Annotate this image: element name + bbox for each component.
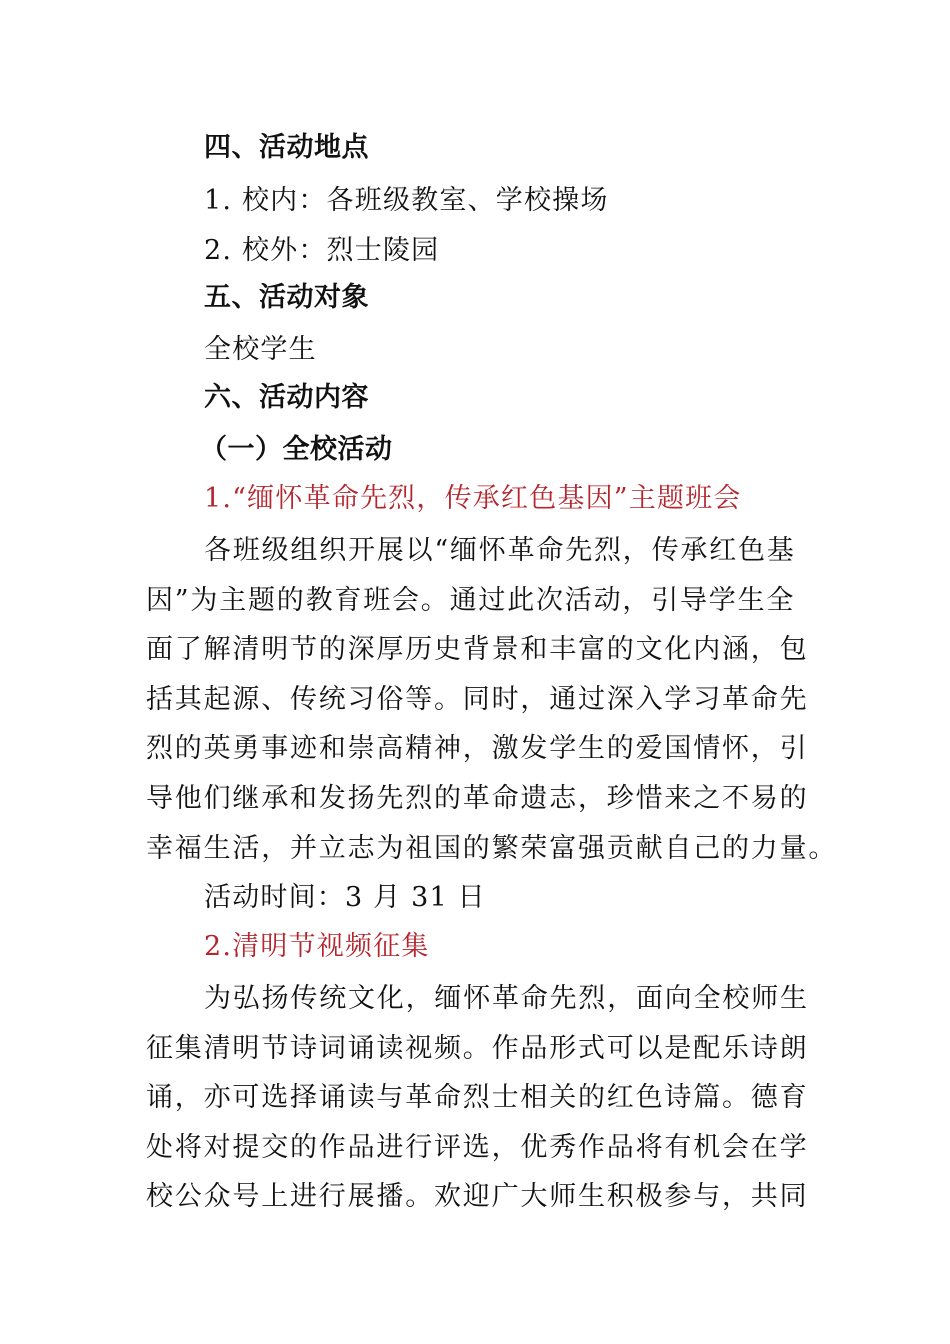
location-item-offcampus: 2. 校外：烈士陵园 [204,235,440,266]
paragraph-line: 面了解清明节的深厚历史背景和丰富的文化内涵，包 [146,634,809,666]
paragraph-line: 烈的英勇事迹和崇高精神，激发学生的爱国情怀，引 [146,733,809,765]
activity1-title: 1.“缅怀革命先烈，传承红色基因”主题班会 [204,483,742,514]
paragraph-line: 诵，亦可选择诵读与革命烈士相关的红色诗篇。德育 [146,1082,809,1114]
section-heading-content: 六、活动内容 [204,382,369,413]
activity1-paragraph [146,526,838,873]
paragraph-line: 括其起源、传统习俗等。同时，通过深入学习革命先 [146,683,809,715]
paragraph-line: 为弘扬传统文化，缅怀革命先烈，面向全校师生 [204,983,809,1014]
sub-heading-school-activity: （一）全校活动 [200,434,393,465]
participants-text: 全校学生 [204,334,317,365]
paragraph-line: 征集清明节诗词诵读视频。作品形式可以是配乐诗朗 [146,1032,809,1064]
paragraph-line: 处将对提交的作品进行评选，优秀作品将有机会在学 [146,1131,809,1163]
section-heading-location: 四、活动地点 [204,132,369,163]
location-item-campus: 1. 校内：各班级教室、学校操场 [204,185,609,216]
paragraph-line: 各班级组织开展以“缅怀革命先烈，传承红色基 [204,535,796,566]
section-heading-participants: 五、活动对象 [204,282,369,313]
paragraph-line: 因”为主题的教育班会。通过此次活动，引导学生全 [146,584,796,616]
activity2-paragraph [146,974,816,1222]
activity2-title: 2.清明节视频征集 [204,931,430,962]
paragraph-line: 幸福生活，并立志为祖国的繁荣富强贡献自己的力量。 [146,832,838,864]
paragraph-line: 导他们继承和发扬先烈的革命遗志，珍惜来之不易的 [146,782,809,814]
activity1-time: 活动时间：3 月 31 日 [204,882,486,913]
paragraph-line: 校公众号上进行展播。欢迎广大师生积极参与，共同 [146,1181,809,1213]
